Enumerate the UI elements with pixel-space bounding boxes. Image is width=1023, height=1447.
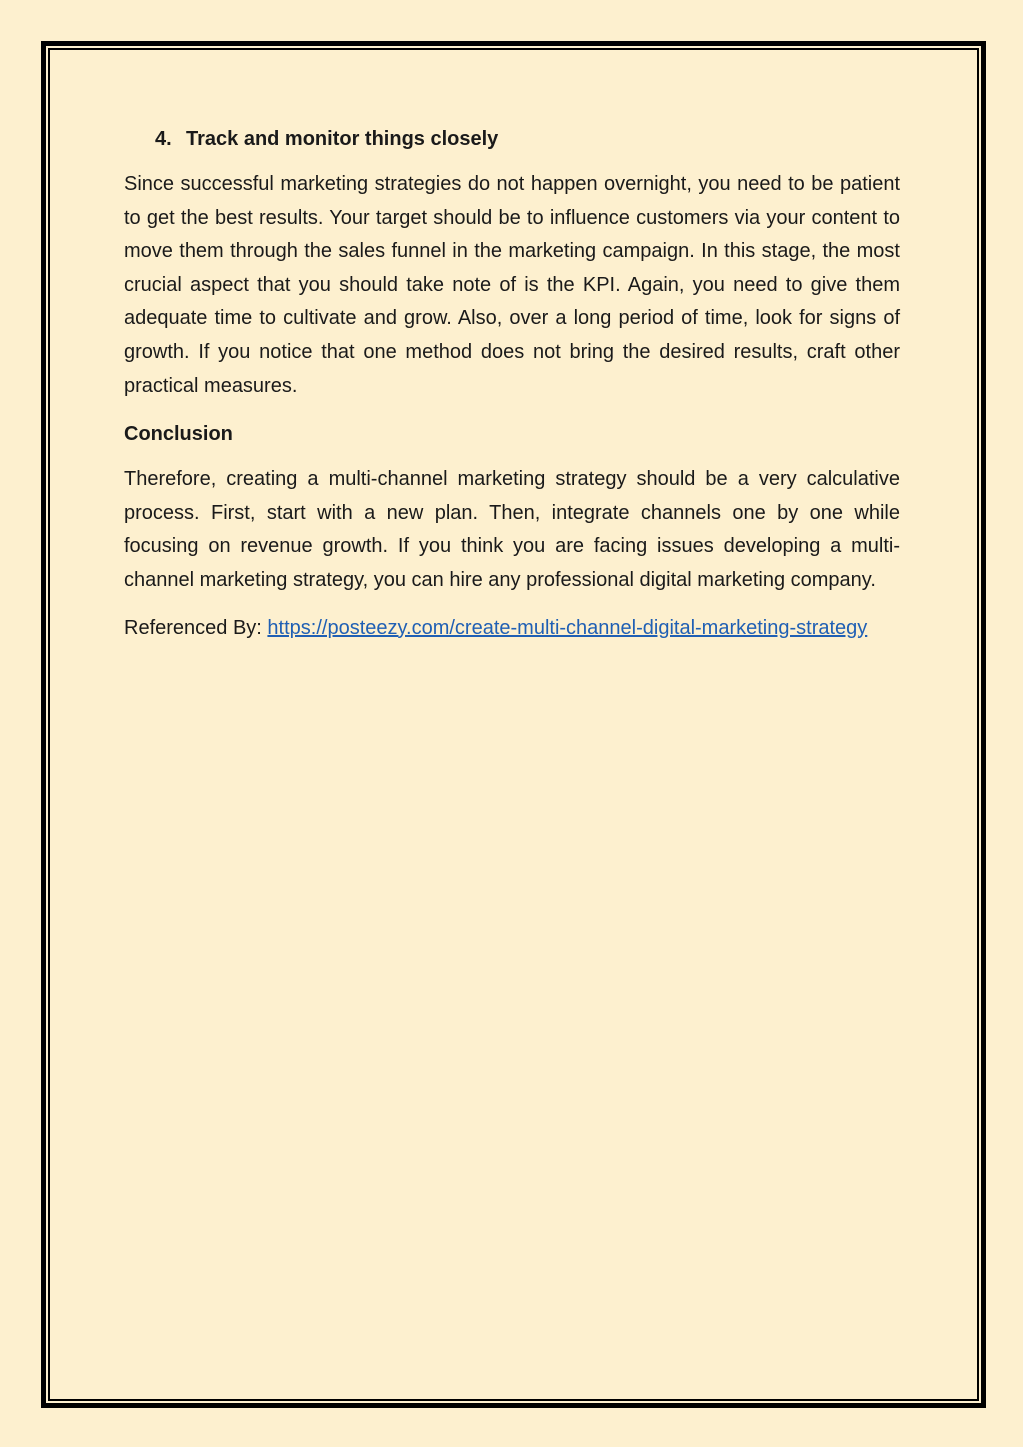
section-title: Track and monitor things closely: [186, 128, 499, 150]
section-paragraph: Since successful marketing strategies do not happen overnight, you need to be patient to get the best results. Your target should be to influence customers via your content to move them through the sales funnel in the marketing campaign. In this stage, the most crucial aspect that you should take note of is the KPI. Again, you need to give them adequate time to cultivate and grow. Also, over a long period of time, look for signs of growth. If you notice that one method does not bring the desired results, craft other practical measures.: [124, 173, 900, 397]
document-body: [124, 122, 900, 644]
reference-label: Referenced By:: [124, 616, 268, 639]
reference-link[interactable]: https://posteezy.com/create-multi-channel-digital-marketing-strategy: [267, 616, 868, 639]
section-heading: [155, 122, 900, 156]
conclusion-heading: Conclusion: [124, 423, 233, 446]
section-number: 4.: [155, 128, 172, 150]
conclusion-paragraph: Therefore, creating a multi-channel marketing strategy should be a very calculative process. First, start with a new plan. Then, integrate channels one by one while focusing on revenue growth. If you think you are facing issues developing a multi-channel marketing strategy, you can hire any professional digital marketing company.: [124, 468, 900, 591]
reference-line: [124, 612, 900, 644]
